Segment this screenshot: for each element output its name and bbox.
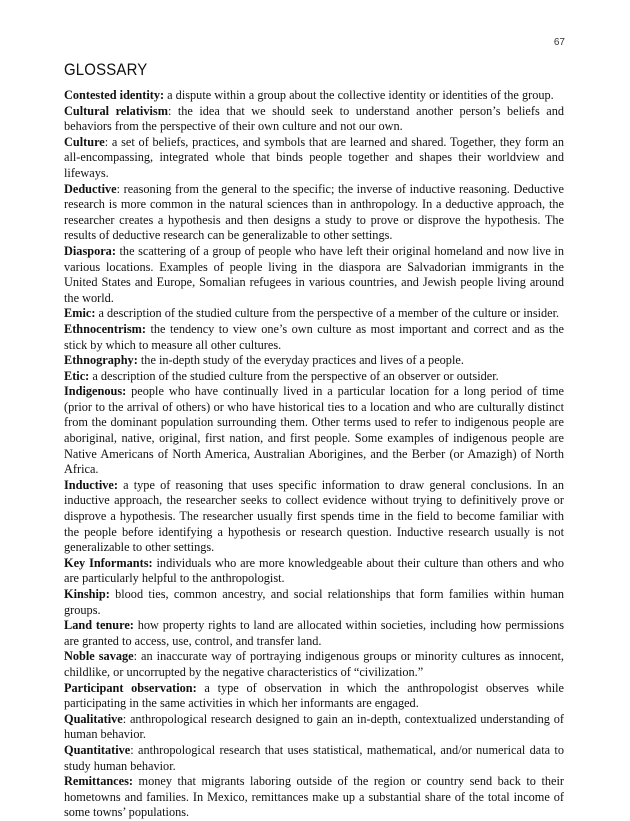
glossary-term: Indigenous: (64, 384, 127, 399)
glossary-entry (64, 384, 564, 478)
glossary-definition: people who have continually lived in a particular location for a long period of time (prior to the arrival of others) or who have historical ties to a location and who are culturally distinct from the dominant population surrounding them. Other terms used to refer to indigenous people are aboriginal, native, original, first nation, and first people. Some examples of indigenous people are Native Americans of North America, Australian Aborigines, and the Berber (or Amazigh) of North Africa. (64, 384, 564, 477)
glossary-entry (64, 353, 564, 369)
glossary-entry (64, 743, 564, 774)
glossary-definition: how property rights to land are allocated within societies, including how permissions are granted to access, use, control, and transfer land. (64, 618, 564, 648)
glossary-term: Land tenure: (64, 618, 134, 633)
glossary-definition: a type of observation in which the anthropologist observes while participating in the same activities in which her informants are engaged. (64, 680, 564, 711)
page-title: GLOSSARY (64, 60, 148, 79)
glossary-definition: money that migrants laboring outside of the region or country send back to their hometowns and families. In Mexico, remittances make up a substantial share of the total income of some towns’ populations. (64, 774, 564, 820)
glossary-definition: a description of the studied culture from the perspective of an observer or outsider. (89, 368, 499, 383)
glossary-entry (64, 104, 564, 135)
glossary-entry (64, 681, 564, 712)
glossary-term: Ethnography: (64, 353, 138, 368)
glossary-definition: : reasoning from the general to the specific; the inverse of inductive reasoning. Deductive research is more common in the natural sciences than in anthropology. In a deductive approach, the researcher creates a hypothesis and then designs a study to prove or disprove the hypothesis. The results of deductive research can be generalizable to other settings. (64, 181, 564, 243)
glossary-definition: : anthropological research that uses statistical, mathematical, and/or numerical data to study human behavior. (64, 742, 564, 773)
glossary-term: Inductive: (64, 477, 118, 492)
glossary-entry (64, 135, 564, 182)
glossary-definition: a description of the studied culture from the perspective of a member of the culture or insider. (95, 306, 560, 321)
glossary-term: Quantitative (64, 742, 131, 757)
page-number: 67 (553, 37, 565, 48)
glossary-term: Contested identity: (64, 88, 165, 102)
glossary-definition: individuals who are more knowledgeable about their culture than others and who are particularly helpful to the anthropologist. (64, 555, 564, 586)
glossary-definition: the scattering of a group of people who have left their original homeland and now live in various locations. Examples of people living in the diaspora are Salvadorian immigrants in the United States and Europe, Somalian refugees in various countries, and Jewish people living around the world. (64, 243, 564, 305)
glossary-entry (64, 88, 564, 104)
glossary-entry (64, 649, 564, 680)
glossary-term: Deductive (64, 181, 117, 196)
glossary-definition: a type of reasoning that uses specific information to draw general conclusions. In an inductive approach, the researcher seeks to collect evidence without trying to definitively prove or disprove a hypothesis. The researcher usually first spends time in the field to become familiar with the people before identifying a hypothesis or research question. Inductive research usually is not generalizable to other settings. (64, 477, 564, 555)
glossary-entry (64, 618, 564, 649)
glossary-term: Kinship: (64, 587, 110, 601)
glossary-definition: : an inaccurate way of portraying indigenous groups or minority cultures as innocent, childlike, or uncorrupted by the negative characteristics of “civilization.” (64, 649, 564, 679)
glossary-term: Ethnocentrism: (64, 321, 146, 336)
glossary-definition: the tendency to view one’s own culture as most important and correct and as the stick by which to measure all other cultures. (64, 321, 564, 352)
glossary-entry (64, 712, 564, 743)
glossary-entry (64, 322, 564, 353)
glossary-entry (64, 587, 564, 618)
glossary-term: Emic: (64, 306, 96, 321)
glossary-definition: : the idea that we should seek to understand another person’s beliefs and behaviors from the perspective of their own culture and not our own. (64, 103, 565, 134)
glossary-term: Culture (64, 134, 105, 149)
glossary-list (64, 88, 564, 821)
glossary-definition: : anthropological research designed to gain an in-depth, contextualized understanding of human behavior. (64, 711, 564, 742)
glossary-entry (64, 478, 564, 556)
glossary-term: Noble savage (64, 649, 134, 664)
glossary-definition: : a set of beliefs, practices, and symbols that are learned and shared. Together, they form an all-encompassing, integrated whole that binds people together and shapes their worldview and lifeways. (64, 134, 564, 180)
glossary-term: Key Informants: (64, 555, 153, 570)
glossary-entry (64, 244, 564, 306)
glossary-term: Etic: (64, 368, 90, 383)
glossary-term: Remittances: (64, 774, 133, 789)
glossary-definition: a dispute within a group about the collective identity or identities of the group. (164, 88, 554, 102)
glossary-term: Diaspora: (64, 243, 116, 258)
glossary-entry (64, 556, 564, 587)
glossary-term: Participant observation: (64, 680, 197, 695)
glossary-definition: the in-depth study of the everyday practices and lives of a people. (137, 353, 464, 368)
glossary-entry (64, 369, 564, 385)
glossary-entry (64, 182, 564, 244)
glossary-entry (64, 306, 564, 322)
glossary-definition: blood ties, common ancestry, and social relationships that form families within human groups. (64, 587, 564, 617)
glossary-term: Cultural relativism (64, 103, 168, 118)
glossary-term: Qualitative (64, 711, 123, 726)
glossary-entry (64, 774, 564, 821)
